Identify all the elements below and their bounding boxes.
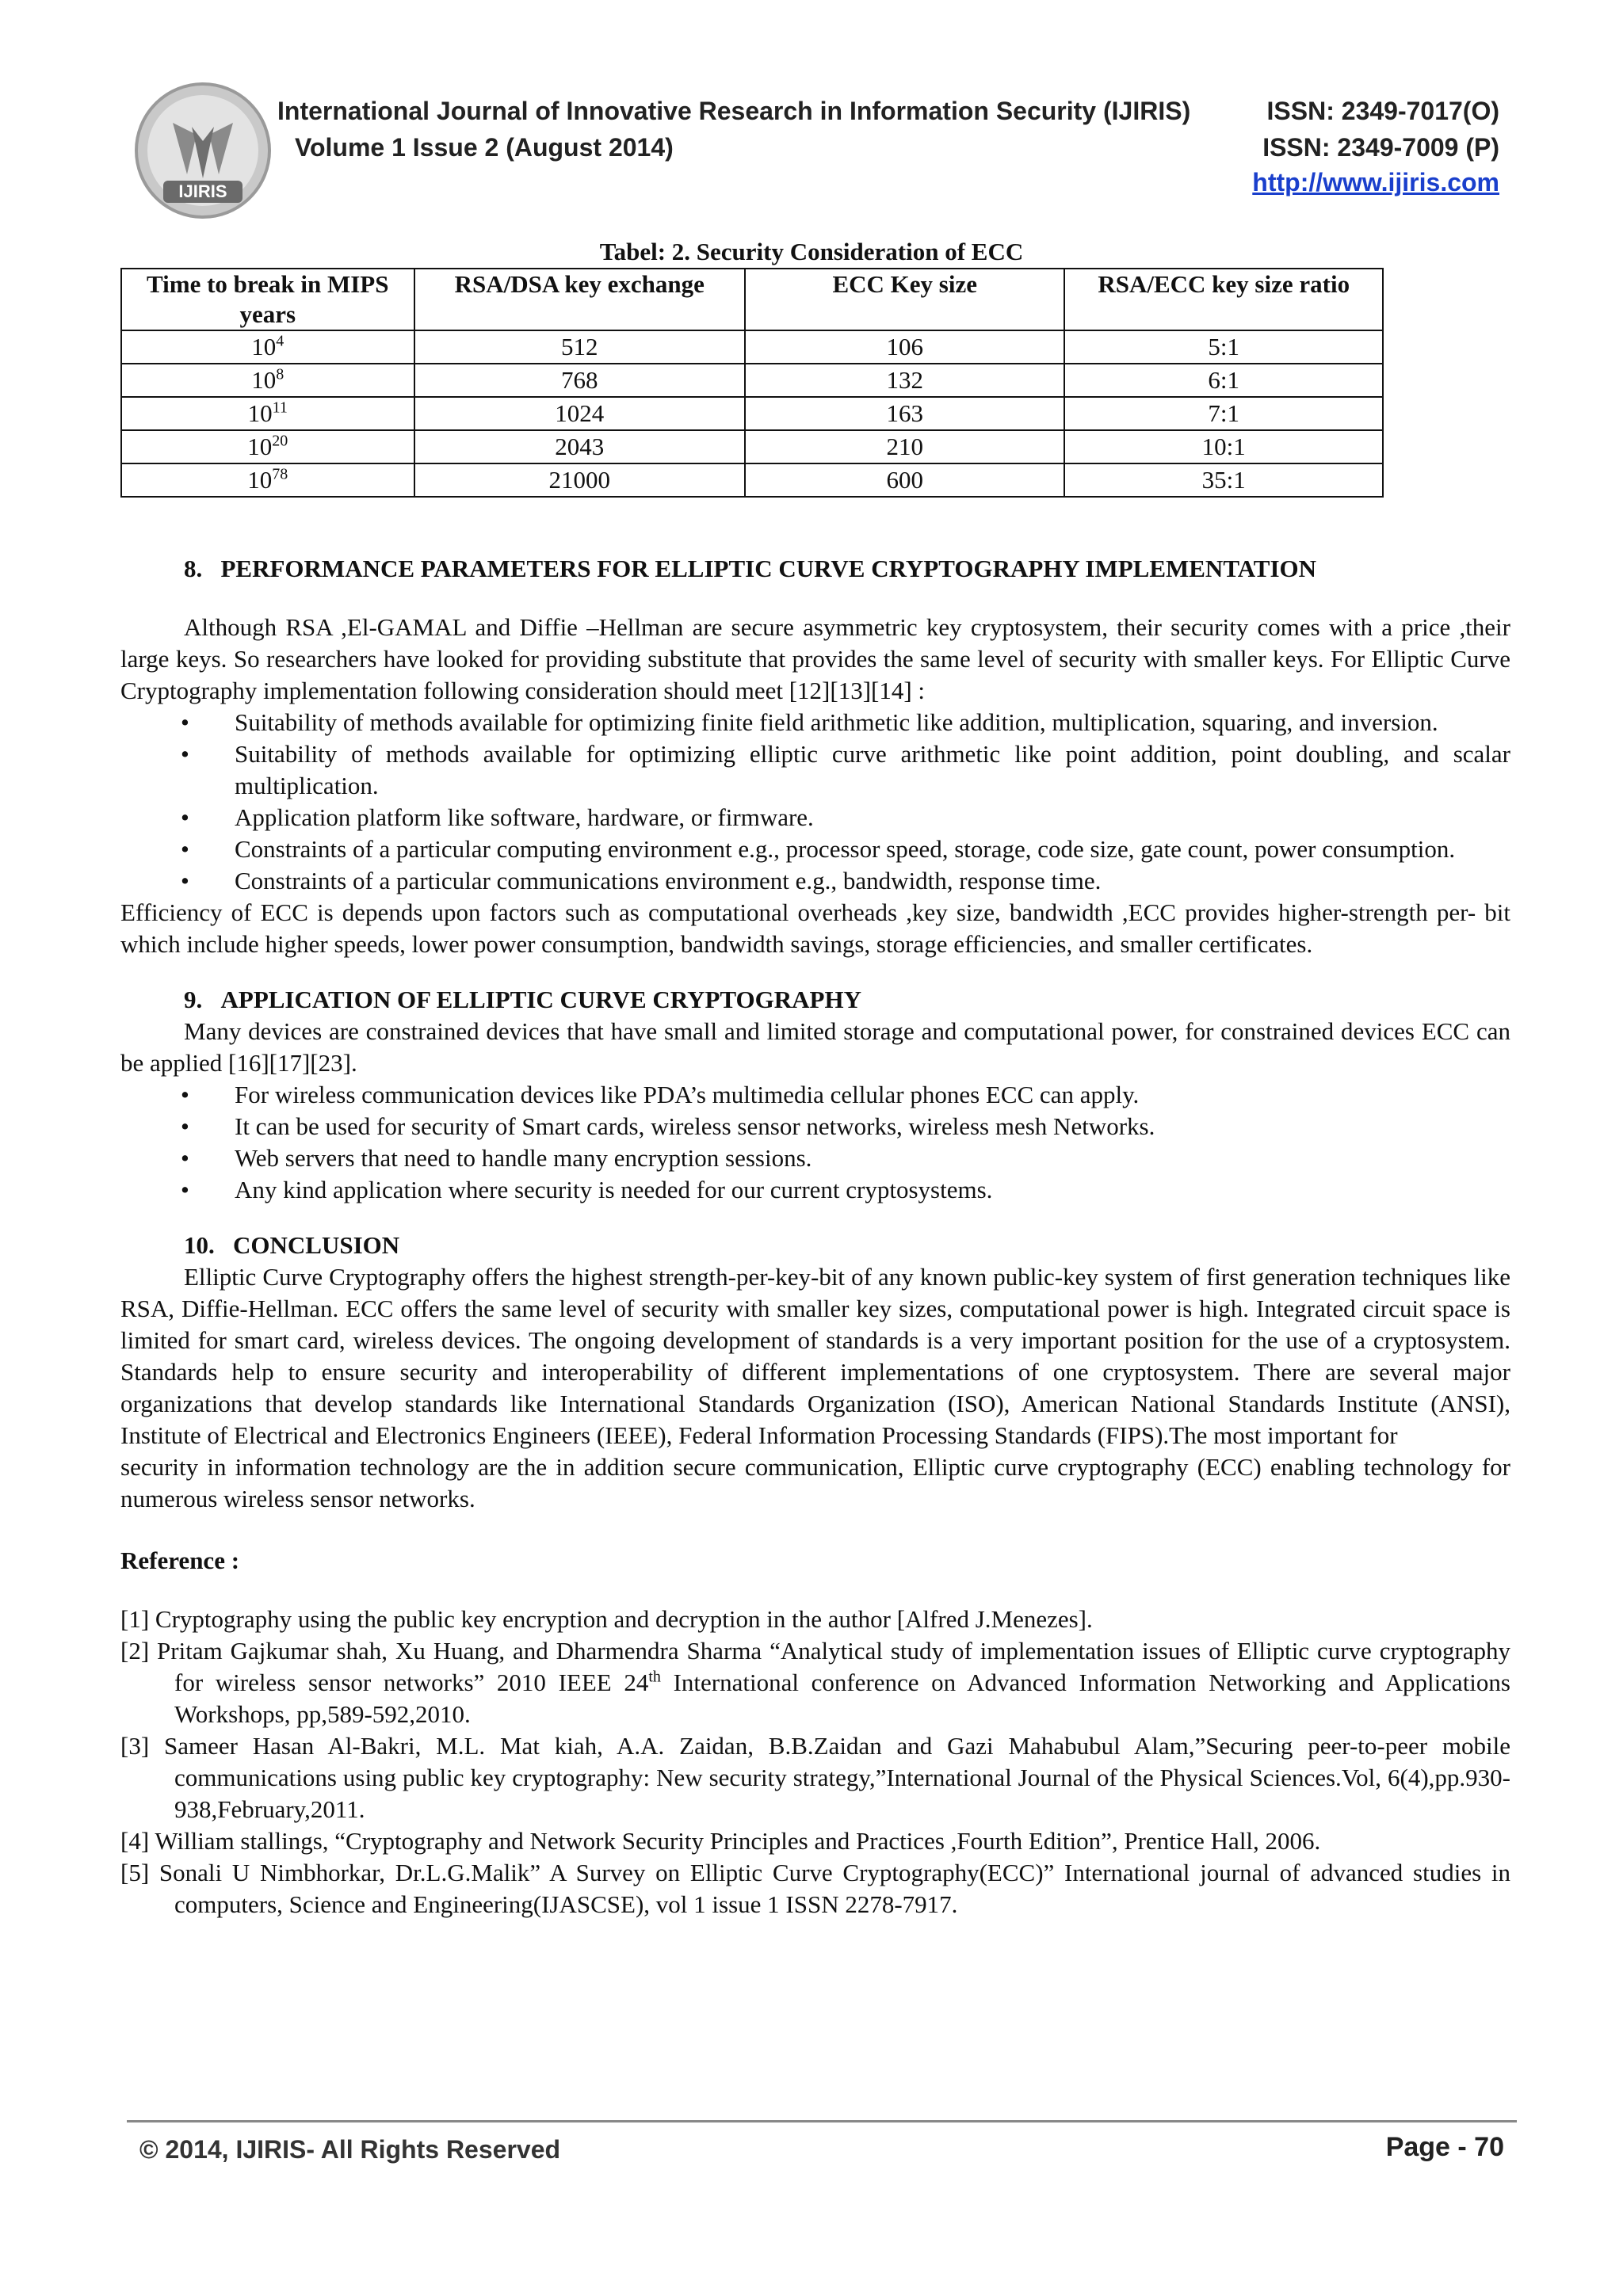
- header-ecc-key-size: ECC Key size: [745, 269, 1064, 330]
- ecc-cell: 106: [745, 330, 1064, 364]
- conclusion-paragraph-continued: security in information technology are the in addition secure communication, Elliptic curve cryptography (ECC) enabling technology for numerous wireless sensor networks.: [120, 1453, 1510, 1512]
- ratio-cell: 5:1: [1064, 330, 1383, 364]
- reference-item: [5] Sonali U Nimbhorkar, Dr.L.G.Malik” A Survey on Elliptic Curve Cryptography(ECC)” International journal of advanced studies in computers, Science and Engineering(IJASCSE), vol 1 issue 1 ISSN 2278-7917.: [120, 1859, 1510, 1918]
- list-item: • Application platform like software, hardware, or firmware.: [120, 802, 1510, 833]
- reference-item: [3] Sameer Hasan Al-Bakri, M.L. Mat kiah, A.A. Zaidan, B.B.Zaidan and Gazi Mahabubul Alam,”Securing peer-to-peer mobile communications using public key cryptography: New security strategy,”International Journal of the Physical Sciences.Vol, 6(4),pp.930-938,February,2011.: [120, 1732, 1510, 1823]
- time-cell: $10^{11}$: [121, 397, 414, 430]
- list-item: • Suitability of methods available for optimizing finite field arithmetic like addition, multiplication, squaring, and inversion.: [120, 707, 1510, 738]
- article-body: [120, 553, 1510, 1920]
- time-cell: $10^8$: [121, 364, 414, 397]
- section-8-closing: Efficiency of ECC is depends upon factors such as computational overheads ,key size, bandwidth ,ECC provides higher-strength per- bit which include higher speeds, lower power consumption, bandwidth savings, storage efficiencies, and smaller certificates.: [120, 898, 1510, 958]
- rsa-cell: 2043: [414, 430, 746, 463]
- header-ratio: RSA/ECC key size ratio: [1064, 269, 1383, 330]
- reference-item: [1] Cryptography using the public key encryption and decryption in the author [Alfred J.Menezes].: [120, 1605, 1093, 1633]
- time-cell: $10^{20}$: [121, 430, 414, 463]
- journal-title: International Journal of Innovative Research in Information Security (IJIRIS): [277, 97, 1191, 125]
- table-row: [121, 364, 1383, 397]
- section-9-bullet-list: [120, 1079, 1510, 1206]
- section-10-heading: 10. CONCLUSION: [184, 1231, 400, 1259]
- ecc-cell: 163: [745, 397, 1064, 430]
- ecc-cell: 210: [745, 430, 1064, 463]
- ecc-cell: 600: [745, 463, 1064, 497]
- header-time-to-break: Time to break in MIPS years: [121, 269, 414, 330]
- list-item: • Any kind application where security is needed for our current cryptosystems.: [120, 1174, 1510, 1206]
- journal-url-link[interactable]: http://www.ijiris.com: [1252, 168, 1499, 196]
- table-row: [121, 330, 1383, 364]
- table-row: [121, 397, 1383, 430]
- reference-item: [2] Pritam Gajkumar shah, Xu Huang, and Dharmendra Sharma “Analytical study of implementation issues of Elliptic curve cryptography for wireless sensor networks” 2010 IEEE 24th International conference on Advanced Information Networking and Applications Workshops, pp,589-592,2010.: [120, 1637, 1510, 1728]
- table-row: [121, 430, 1383, 463]
- table-caption: Tabel: 2. Security Consideration of ECC: [599, 238, 1024, 265]
- logo-text: IJIRIS: [178, 181, 227, 201]
- footer-copyright: © 2014, IJIRIS- All Rights Reserved: [139, 2135, 561, 2164]
- footer-divider: [127, 2120, 1517, 2122]
- issn-print: ISSN: 2349-7009 (P): [1262, 133, 1499, 162]
- header-rsa-dsa: RSA/DSA key exchange: [414, 269, 746, 330]
- ratio-cell: 35:1: [1064, 463, 1383, 497]
- references-heading: Reference :: [120, 1547, 240, 1574]
- rsa-cell: 1024: [414, 397, 746, 430]
- issn-online: ISSN: 2349-7017(O): [1266, 97, 1499, 125]
- page-number: Page - 70: [1385, 2132, 1504, 2162]
- rsa-cell: 768: [414, 364, 746, 397]
- security-table: [120, 268, 1384, 498]
- ratio-cell: 10:1: [1064, 430, 1383, 463]
- section-9-heading: 9. APPLICATION OF ELLIPTIC CURVE CRYPTOGRAPHY: [184, 986, 861, 1013]
- ratio-cell: 6:1: [1064, 364, 1383, 397]
- list-item: • Constraints of a particular computing environment e.g., processor speed, storage, code size, gate count, power consumption.: [120, 833, 1510, 865]
- conclusion-paragraph: Elliptic Curve Cryptography offers the highest strength-per-key-bit of any known public-key system of first generation techniques like RSA, Diffie-Hellman. ECC offers the same level of security with smaller key sizes, computational power is high. Integrated circuit space is limited for smart card, wireless devices. The ongoing development of standards is a very important position for the use of a cryptosystem. Standards help to ensure security and interoperability of different implementations of one cryptosystem. There are several major organizations that develop standards like International Standards Organization (ISO), American National Standards Institute (ANSI), Institute of Electrical and Electronics Engineers (IEEE), Federal Information Processing Standards (FIPS).The most important for: [120, 1263, 1510, 1449]
- list-item: • Constraints of a particular communications environment e.g., bandwidth, response time.: [120, 865, 1510, 897]
- section-8-bullet-list: [120, 707, 1510, 897]
- list-item: • Web servers that need to handle many encryption sessions.: [120, 1142, 1510, 1174]
- rsa-cell: 21000: [414, 463, 746, 497]
- rsa-cell: 512: [414, 330, 746, 364]
- section-8-heading: 8. PERFORMANCE PARAMETERS FOR ELLIPTIC CURVE CRYPTOGRAPHY IMPLEMENTATION: [184, 555, 1317, 582]
- journal-volume: Volume 1 Issue 2 (August 2014): [295, 133, 674, 162]
- ratio-cell: 7:1: [1064, 397, 1383, 430]
- reference-item: [4] William stallings, “Cryptography and Network Security Principles and Practices ,Fourth Edition”, Prentice Hall, 2006.: [120, 1827, 1321, 1855]
- time-cell: $10^{78}$: [121, 463, 414, 497]
- list-item: • Suitability of methods available for optimizing elliptic curve arithmetic like point addition, point doubling, and scalar multiplication.: [120, 738, 1510, 802]
- section-9-intro: Many devices are constrained devices that have small and limited storage and computational power, for constrained devices ECC can be applied [16][17][23].: [120, 1017, 1510, 1077]
- section-8-intro: Although RSA ,El-GAMAL and Diffie –Hellman are secure asymmetric key cryptosystem, their security comes with a price ,their large keys. So researchers have looked for providing substitute that provides the same level of security with smaller keys. For Elliptic Curve Cryptography implementation following consideration should meet [12][13][14] :: [120, 613, 1510, 704]
- list-item: • For wireless communication devices like PDA’s multimedia cellular phones ECC can apply.: [120, 1079, 1510, 1111]
- ecc-cell: 132: [745, 364, 1064, 397]
- table-header-row: [121, 269, 1383, 330]
- time-cell: $10^4$: [121, 330, 414, 364]
- list-item: • It can be used for security of Smart cards, wireless sensor networks, wireless mesh Networks.: [120, 1111, 1510, 1142]
- table-row: [121, 463, 1383, 497]
- journal-logo: [132, 79, 274, 222]
